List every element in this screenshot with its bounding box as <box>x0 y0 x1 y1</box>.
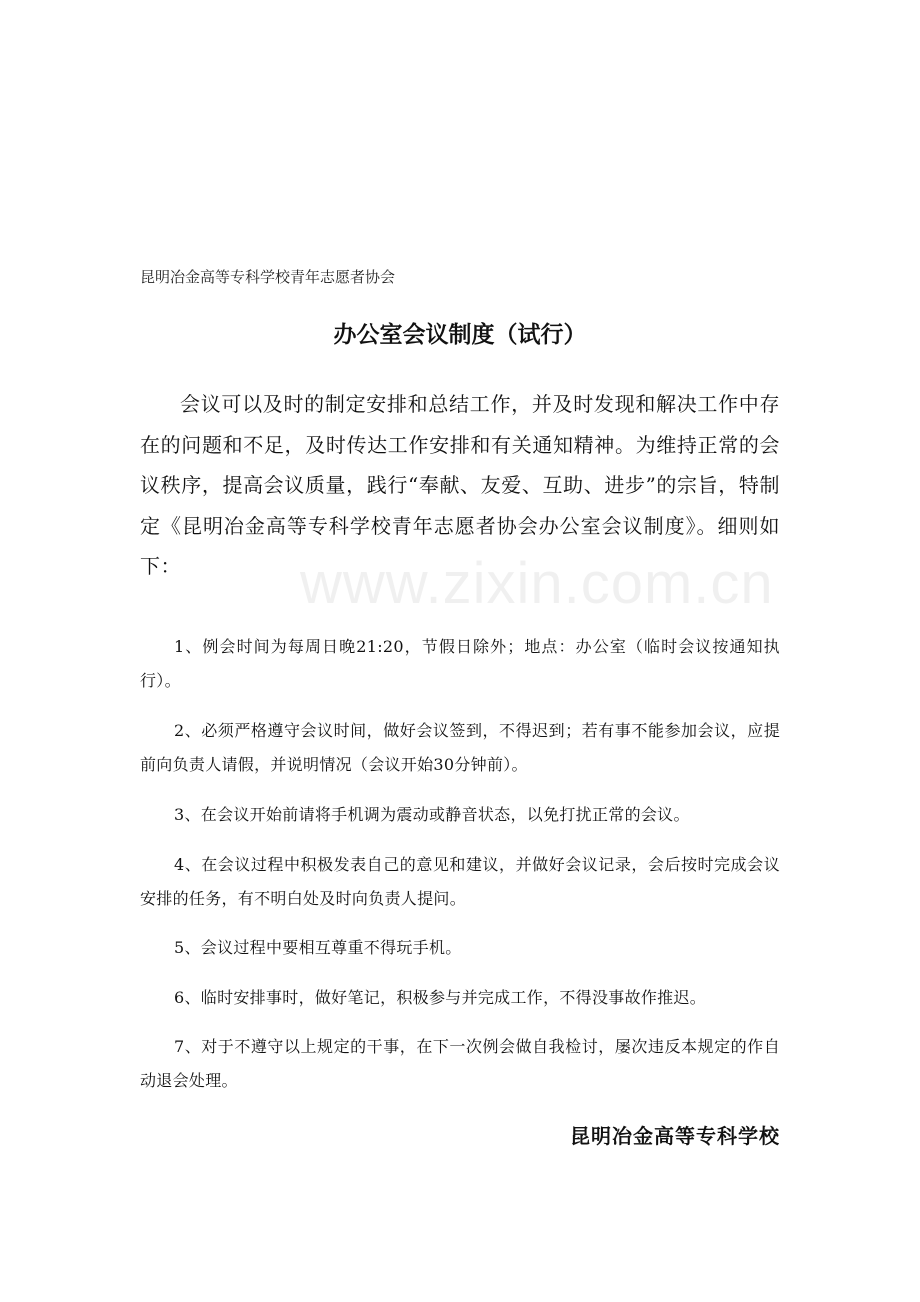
signature-organization: 昆明冶金高等专科学校 <box>570 1124 780 1148</box>
rule-item-6: 6、临时安排事时，做好笔记，积极参与并完成工作，不得没事故作推迟。 <box>174 988 707 1007</box>
rule-item-2: 2、必须严格遵守会议时间，做好会议签到，不得迟到；若有事不能参加会议，应提前向负责人请假，并说明情况（会议开始30分钟前）。 <box>140 721 780 774</box>
watermark: www.zixin.com.cn <box>300 551 774 616</box>
rule-item-7: 7、对于不遵守以上规定的干事，在下一次例会做自我检讨，屡次违反本规定的作自动退会处理。 <box>140 1037 780 1090</box>
header-organization: 昆明冶金高等专科学校青年志愿者协会 <box>140 268 396 286</box>
document-title: 办公室会议制度（试行） <box>333 322 587 348</box>
rule-item-5: 5、会议过程中要相互尊重不得玩手机。 <box>174 938 462 957</box>
rule-item-1: 1、例会时间为每周日晚21:20，节假日除外；地点：办公室（临时会议按通知执行）。 <box>140 637 780 690</box>
rule-item-4: 4、在会议过程中积极发表自己的意见和建议，并做好会议记录，会后按时完成会议安排的任务，有不明白处及时向负责人提问。 <box>140 855 780 908</box>
intro-paragraph: 会议可以及时的制定安排和总结工作，并及时发现和解决工作中存在的问题和不足，及时传达工作安排和有关通知精神。为维持正常的会议秩序，提高会议质量，践行“奉献、友爱、互助、进步”的宗旨，特制定《昆明冶金高等专科学校青年志愿者协会办公室会议制度》。细则如下： <box>140 392 780 578</box>
rule-item-3: 3、在会议开始前请将手机调为震动或静音状态，以免打扰正常的会议。 <box>174 805 690 824</box>
